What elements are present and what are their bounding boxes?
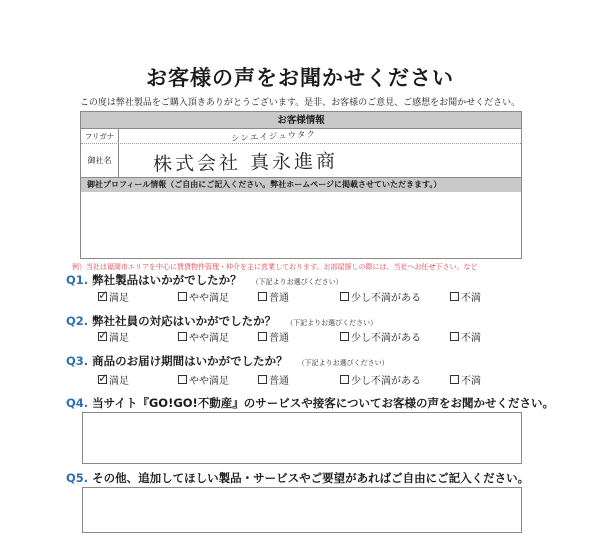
- q3-text: 商品のお届け期間はいかがでしたか？: [92, 354, 288, 368]
- checkbox-icon[interactable]: [178, 332, 187, 341]
- q1-option-neutral[interactable]: [258, 289, 289, 303]
- intro-text: この度は弊社製品をご購入頂きありがとうございます。是非、お客様のご意見、ご感想をお聞かせください。: [79, 98, 521, 108]
- q2-option-dissatisfied[interactable]: [450, 329, 481, 343]
- q2-note: （下記よりお選びください）: [286, 319, 378, 327]
- check-icon: ✓: [98, 327, 109, 342]
- furigana-field[interactable]: シンエイジュウタク: [230, 129, 317, 145]
- option-label: 少し不満がある: [351, 332, 421, 344]
- checkbox-icon[interactable]: [258, 332, 267, 341]
- q1-option-dissatisfied[interactable]: [450, 289, 481, 303]
- q5-answer-box[interactable]: [82, 487, 522, 533]
- q3-title: [66, 353, 389, 369]
- checkbox-icon[interactable]: [450, 332, 459, 341]
- option-label: 不満: [461, 332, 481, 344]
- q2-option-somewhat-dissatisfied[interactable]: [340, 329, 421, 343]
- q3-option-somewhat-dissatisfied[interactable]: [340, 372, 421, 386]
- checkbox-icon[interactable]: [178, 375, 187, 384]
- q2-option-somewhat-satisfied[interactable]: [178, 329, 229, 343]
- option-label: 不満: [461, 375, 481, 387]
- q2-number: Q2.: [66, 314, 89, 328]
- option-label: やや満足: [189, 375, 229, 387]
- checkbox-icon[interactable]: [340, 332, 349, 341]
- q3-number: Q3.: [66, 354, 89, 368]
- option-label: 満足: [109, 292, 129, 304]
- checkbox-icon[interactable]: [340, 292, 349, 301]
- profile-field[interactable]: [81, 192, 521, 258]
- check-icon: ✓: [98, 370, 109, 385]
- option-label: 少し不満がある: [351, 292, 421, 304]
- checkbox-icon[interactable]: [258, 375, 267, 384]
- checkbox-icon[interactable]: [450, 375, 459, 384]
- q1-option-somewhat-dissatisfied[interactable]: [340, 289, 421, 303]
- company-label: 御社名: [81, 144, 119, 177]
- q5-title: [66, 470, 529, 486]
- q1-text: 弊社製品はいかがでしたか？: [92, 273, 242, 287]
- q3-note: （下記よりお選びください）: [297, 359, 389, 367]
- example-note: 例）当社は福岡市エリアを中心に賃貸物件管理・仲介を主に営業しております。お部屋探しの際には、当社へお任せ下さい。など: [72, 263, 478, 271]
- option-label: 少し不満がある: [351, 375, 421, 387]
- q3-option-somewhat-satisfied[interactable]: [178, 372, 229, 386]
- q1-note: （下記よりお選びください）: [251, 278, 343, 286]
- option-label: 不満: [461, 292, 481, 304]
- q3-option-dissatisfied[interactable]: [450, 372, 481, 386]
- q2-options: [98, 329, 518, 343]
- q3-option-neutral[interactable]: [258, 372, 289, 386]
- customer-info-header: お客様情報: [81, 112, 521, 129]
- checkbox-icon[interactable]: [450, 292, 459, 301]
- furigana-row: [81, 129, 521, 144]
- option-label: やや満足: [189, 292, 229, 304]
- option-label: 普通: [269, 292, 289, 304]
- checkbox-icon[interactable]: [340, 375, 349, 384]
- q1-number: Q1.: [66, 273, 89, 287]
- option-label: 満足: [109, 375, 129, 387]
- furigana-label: フリガナ: [81, 129, 119, 143]
- q4-answer-box[interactable]: [82, 412, 522, 464]
- q1-option-somewhat-satisfied[interactable]: [178, 289, 229, 303]
- q1-options: [98, 289, 518, 303]
- q3-options: [98, 372, 518, 386]
- q4-number: Q4.: [66, 396, 89, 410]
- profile-header: 御社プロフィール情報（ご自由にご記入ください。弊社ホームページに掲載させていただきます。）: [81, 178, 521, 192]
- q4-text: 当サイト『GO!GO!不動産』のサービスや接客についてお客様の声をお聞かせください。: [92, 396, 555, 410]
- q2-option-satisfied[interactable]: [98, 329, 129, 343]
- option-label: やや満足: [189, 332, 229, 344]
- q4-title: [66, 395, 554, 411]
- q2-text: 弊社社員の対応はいかがでしたか？: [92, 314, 277, 328]
- page-title: お客様の声をお聞かせください: [146, 66, 454, 90]
- q2-title: [66, 313, 377, 329]
- checkbox-icon[interactable]: [178, 292, 187, 301]
- check-icon: ✓: [98, 287, 109, 302]
- checkbox-icon[interactable]: [98, 327, 109, 342]
- option-label: 普通: [269, 332, 289, 344]
- q1-option-satisfied[interactable]: [98, 289, 129, 303]
- customer-info-box: [80, 111, 522, 259]
- company-row: [81, 144, 521, 178]
- company-name-field[interactable]: 株式会社 真永進商: [152, 150, 339, 176]
- q2-option-neutral[interactable]: [258, 329, 289, 343]
- q1-title: [66, 272, 343, 288]
- checkbox-icon[interactable]: [98, 287, 109, 302]
- option-label: 満足: [109, 332, 129, 344]
- checkbox-icon[interactable]: [98, 370, 109, 385]
- q5-text: その他、追加してほしい製品・サービスやご要望があればご自由にご記入ください。: [92, 471, 530, 485]
- q5-number: Q5.: [66, 471, 89, 485]
- q3-option-satisfied[interactable]: [98, 372, 129, 386]
- option-label: 普通: [269, 375, 289, 387]
- checkbox-icon[interactable]: [258, 292, 267, 301]
